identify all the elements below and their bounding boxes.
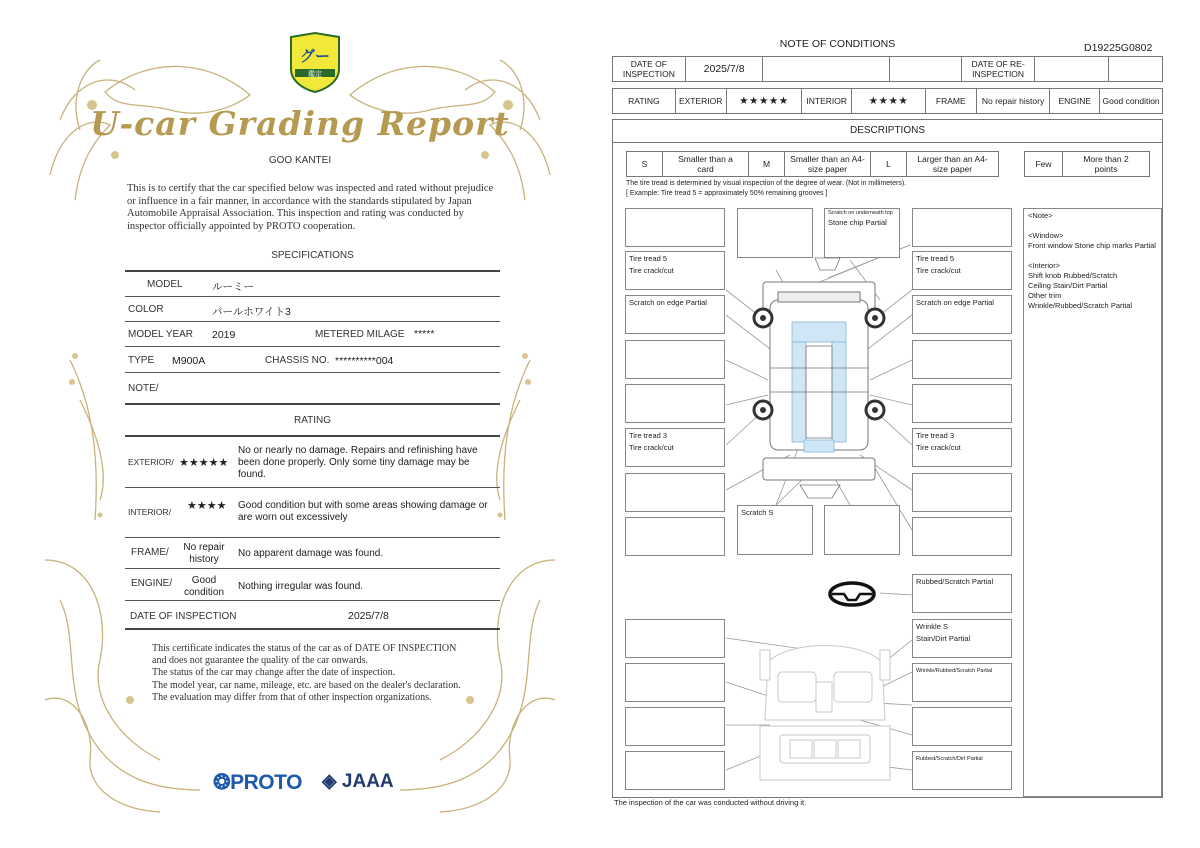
legend-code: S	[627, 152, 663, 176]
empty-cell	[890, 57, 962, 81]
goo-kantei-badge-icon	[287, 31, 343, 93]
svg-text:鑑定: 鑑定	[308, 70, 322, 78]
divider	[125, 568, 500, 569]
front-small-note: Scratch on underneath top	[828, 210, 893, 216]
document-id: D19225G0802	[1084, 42, 1153, 54]
model-year-value: 2019	[212, 329, 236, 341]
divider	[125, 403, 500, 405]
divider	[125, 435, 500, 437]
size-legend	[626, 151, 999, 177]
condition-box-empty	[625, 340, 725, 379]
interior-label: INTERIOR/	[128, 507, 171, 517]
divider	[125, 346, 500, 347]
rating-label: RATING	[613, 89, 676, 113]
few-legend	[1024, 151, 1150, 177]
legend-text: Smaller than an A4-size paper	[785, 152, 871, 176]
condition-box-empty	[625, 517, 725, 556]
condition-box-left-rear-tire: Tire tread 3 Tire crack/cut	[625, 428, 725, 467]
note-label: NOTE/	[128, 383, 159, 394]
condition-box-empty	[625, 663, 725, 702]
jaaa-logo-text: JAAA	[341, 771, 394, 792]
color-value: パールホワイト3	[212, 306, 291, 318]
certificate-intro: This is to certify that the car specified below was inspected and rated without prejudice or influence in a fair manner, in accordance with the standards stipulated by Japan Automobile Appraisal Association. This inspection and rating was conducted by inspector officially appointed by PROTO cooperation.	[127, 183, 494, 232]
certificate-subtitle: GOO KANTEI	[268, 155, 332, 166]
legend-code: L	[871, 152, 907, 176]
condition-box-empty	[824, 505, 900, 555]
svg-text:グー: グー	[299, 47, 331, 65]
condition-box-empty	[625, 384, 725, 423]
interior-stars: ★★★★	[187, 500, 227, 512]
jaaa-mark-icon: ◈	[322, 771, 337, 792]
legend-code: M	[749, 152, 785, 176]
model-value: ルーミー	[212, 281, 254, 293]
exterior-stars: ★★★★★	[727, 89, 803, 113]
divider	[125, 270, 500, 272]
empty-cell	[763, 57, 890, 81]
footer-line: The evaluation may differ from that of other inspection organizations.	[152, 691, 432, 703]
condition-box-right-rear-tire: Tire tread 3 Tire crack/cut	[912, 428, 1012, 467]
date-of-inspection-label: DATE OF INSPECTION	[130, 611, 237, 622]
condition-box-empty	[625, 751, 725, 790]
exterior-description: No or nearly no damage. Repairs and refinishing have been done properly. Only some tiny damage may be found.	[238, 445, 478, 480]
condition-box-seats: Wrinkle/Rubbed/Scratch Partial	[912, 663, 1012, 702]
type-value: M900A	[172, 355, 206, 367]
metered-milage-value: *****	[414, 328, 435, 340]
specifications-heading: SPECIFICATIONS	[271, 250, 354, 261]
engine-value: Good condition	[1102, 96, 1160, 106]
note-panel: <Note> <Window> Front window Stone chip marks Partial <Interior> Shift knob Rubbed/Scratch Ceiling Stain/Dirt Partial Other trim Wrinkle/Rubbed/Scratch Partial	[1023, 208, 1162, 797]
engine-value: Good condition	[183, 575, 225, 598]
proto-logo-text: PROTO	[230, 771, 302, 794]
footer-line: The status of the car may change after the date of inspection.	[152, 667, 396, 679]
rating-row	[612, 88, 1163, 114]
proto-mark-icon: ❂	[213, 771, 231, 794]
jaaa-logo	[322, 770, 394, 793]
legend-text: Smaller than a card	[663, 152, 749, 176]
condition-box-rear-center: Scratch S	[737, 505, 813, 555]
tire-example-note: [ Example: Tire tread 5 = approximately 50% remaining grooves ]	[626, 190, 828, 197]
empty-cell	[1109, 57, 1162, 81]
type-label: TYPE	[128, 355, 155, 366]
interior-description: Good condition but with some areas showing damage or are worn out excessively	[238, 500, 488, 523]
condition-box-right-edge: Scratch on edge Partial	[912, 295, 1012, 334]
divider	[125, 628, 500, 630]
condition-box-rear-seat: Rubbed/Scratch/Dirt Partial	[912, 751, 1012, 790]
chassis-no-label: CHASSIS NO.	[265, 355, 330, 366]
divider	[125, 600, 500, 601]
descriptions-heading: DESCRIPTIONS	[612, 119, 1163, 143]
condition-box-empty	[912, 473, 1012, 512]
interior-stars: ★★★★	[852, 89, 926, 113]
frame-value: No repair history	[977, 89, 1051, 113]
certificate-footer	[152, 643, 472, 704]
interior-label: INTERIOR	[802, 89, 852, 113]
condition-box-empty	[625, 619, 725, 658]
tire-note: The tire tread is determined by visual inspection of the degree of wear. (Not in millimeters).	[626, 180, 907, 187]
legend-text: Larger than an A4-size paper	[917, 154, 988, 174]
footer-line: The model year, car name, mileage, etc. are based on the dealer's declaration.	[152, 679, 461, 691]
condition-box-empty	[625, 208, 725, 247]
condition-box-empty	[912, 707, 1012, 746]
divider	[125, 321, 500, 322]
divider	[125, 537, 500, 538]
frame-label: FRAME/	[131, 547, 169, 558]
empty-cell	[1035, 57, 1109, 81]
certificate-title: U-car Grading Report	[90, 104, 510, 143]
condition-box-empty	[625, 473, 725, 512]
frame-label: FRAME	[926, 89, 977, 113]
front-center-note: Stone chip Partial	[828, 218, 887, 227]
legend-code: Few	[1025, 152, 1063, 176]
footer-line: This certificate indicates the status of the car as of DATE OF INSPECTION and does not guarantee the quality of the car onwards.	[152, 643, 457, 667]
legend-text: More than 2 points	[1083, 154, 1129, 174]
chassis-no-value: **********004	[335, 355, 394, 367]
date-of-inspection-value: 2025/7/8	[686, 57, 764, 81]
divider	[125, 487, 500, 488]
engine-label: ENGINE	[1050, 89, 1100, 113]
condition-box-empty	[737, 208, 813, 258]
color-label: COLOR	[128, 304, 164, 315]
condition-box-empty	[912, 208, 1012, 247]
condition-box-dash: Wrinkle S Stain/Dirt Partial	[912, 619, 1012, 658]
condition-box-front-center	[824, 208, 900, 258]
note-of-conditions	[600, 0, 1200, 848]
inspection-date-row	[612, 56, 1163, 82]
condition-box-left-edge: Scratch on edge Partial	[625, 295, 725, 334]
conditions-footer: The inspection of the car was conducted without driving it.	[614, 798, 807, 807]
frame-value: No repair history	[183, 542, 225, 565]
metered-milage-label: METERED MILAGE	[315, 329, 405, 340]
condition-box-empty	[912, 384, 1012, 423]
condition-box-left-front-tire: Tire tread 5 Tire crack/cut	[625, 251, 725, 290]
condition-box-empty	[912, 517, 1012, 556]
condition-box-right-front-tire: Tire tread 5 Tire crack/cut	[912, 251, 1012, 290]
date-of-inspection-value: 2025/7/8	[348, 610, 389, 622]
condition-box-empty	[625, 707, 725, 746]
conditions-title: NOTE OF CONDITIONS	[779, 38, 896, 50]
condition-box-empty	[912, 340, 1012, 379]
model-year-label: MODEL YEAR	[128, 329, 194, 340]
condition-box-steering: Rubbed/Scratch Partial	[912, 574, 1012, 613]
exterior-stars: ★★★★★	[179, 457, 229, 469]
date-of-inspection-label: DATE OF INSPECTION	[613, 57, 686, 81]
engine-description: Nothing irregular was found.	[238, 581, 364, 592]
divider	[125, 372, 500, 373]
exterior-label: EXTERIOR	[676, 89, 727, 113]
frame-description: No apparent damage was found.	[238, 548, 384, 559]
proto-logo	[213, 770, 302, 795]
exterior-label: EXTERIOR/	[128, 457, 174, 467]
engine-label: ENGINE/	[131, 578, 173, 589]
rating-heading: RATING	[293, 415, 332, 426]
divider	[125, 296, 500, 297]
model-label: MODEL	[147, 279, 183, 290]
reinspection-label: DATE OF RE-INSPECTION	[962, 57, 1036, 81]
